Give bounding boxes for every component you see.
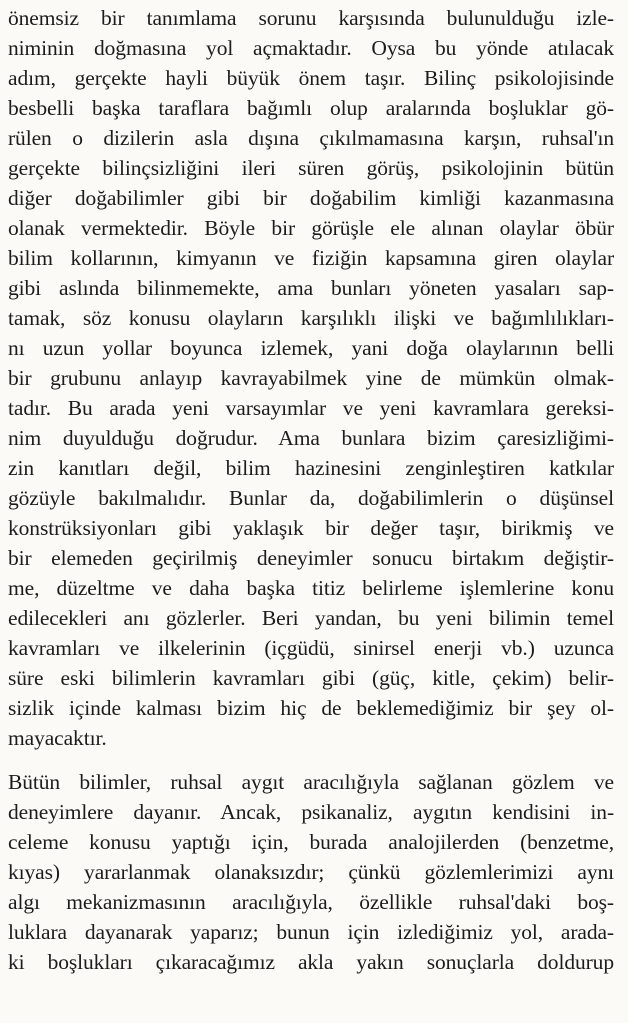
text-line: gibi aslında bilinmemekte, ama bunları yöneten yasaları sap- bbox=[8, 276, 614, 300]
text-line: niminin doğmasına yol açmaktadır. Oysa bu yönde atılacak bbox=[8, 36, 614, 60]
text-line: Bütün bilimler, ruhsal aygıt aracılığıyla sağlanan gözlem ve bbox=[8, 770, 614, 794]
text-line: edilecekleri anı gözlerler. Beri yandan, bu yeni bilimin temel bbox=[8, 606, 614, 630]
text-line: rülen o dizilerin asla dışına çıkılmamasına karşın, ruhsal'ın bbox=[8, 126, 614, 150]
text-line: nı uzun yollar boyunca izlemek, yani doğa olaylarının belli bbox=[8, 336, 614, 360]
paragraph-1 bbox=[8, 3, 614, 753]
text-line: gerçekte bilinçsizliğini ileri süren görüş, psikolojinin bütün bbox=[8, 156, 614, 180]
text-line: bilim kollarının, kimyanın ve fiziğin kapsamına giren olaylar bbox=[8, 246, 614, 270]
text-line: kavramları ve ilkelerinin (içgüdü, sinirsel enerji vb.) uzunca bbox=[8, 636, 614, 660]
text-line: adım, gerçekte hayli büyük önem taşır. Bilinç psikolojisinde bbox=[8, 66, 614, 90]
text-line: nim duyulduğu doğrudur. Ama bunlara bizim çaresizliğimi- bbox=[8, 426, 614, 450]
text-line: ki boşlukları çıkaracağımız akla yakın sonuçlarla doldurup bbox=[8, 950, 614, 974]
paragraph-2 bbox=[8, 767, 614, 977]
text-line: deneyimlere dayanır. Ancak, psikanaliz, aygıtın kendisini in- bbox=[8, 800, 614, 824]
text-line: besbelli başka taraflara bağımlı olup aralarında boşluklar gö- bbox=[8, 96, 614, 120]
paragraph-spacer bbox=[8, 753, 614, 767]
text-line: me, düzeltme ve daha başka titiz belirleme işlemlerine konu bbox=[8, 576, 614, 600]
text-line: gözüyle bakılmalıdır. Bunlar da, doğabilimlerin o düşünsel bbox=[8, 486, 614, 510]
text-line: diğer doğabilimler gibi bir doğabilim kimliği kazanmasına bbox=[8, 186, 614, 210]
text-line: bir elemeden geçirilmiş deneyimler sonucu birtakım değiştir- bbox=[8, 546, 614, 570]
text-line: mayacaktır. bbox=[8, 726, 107, 750]
text-line: luklara dayanarak yaparız; bunun için izlediğimiz yol, arada- bbox=[8, 920, 614, 944]
text-line: sizlik içinde kalması bizim hiç de beklemediğimiz bir şey ol- bbox=[8, 696, 614, 720]
text-line: konstrüksiyonları gibi yaklaşık bir değer taşır, birikmiş ve bbox=[8, 516, 614, 540]
text-line: bir grubunu anlayıp kavrayabilmek yine de mümkün olmak- bbox=[8, 366, 614, 390]
text-line: önemsiz bir tanımlama sorunu karşısında bulunulduğu izle- bbox=[8, 6, 614, 30]
text-line: kıyas) yararlanmak olanaksızdır; çünkü gözlemlerimizi aynı bbox=[8, 860, 614, 884]
text-line: tamak, söz konusu olayların karşılıklı ilişki ve bağımlılıkları- bbox=[8, 306, 614, 330]
text-line: süre eski bilimlerin kavramları gibi (güç, kitle, çekim) belir- bbox=[8, 666, 614, 690]
text-line: tadır. Bu arada yeni varsayımlar ve yeni kavramlara gereksi- bbox=[8, 396, 614, 420]
book-page bbox=[8, 0, 614, 977]
text-line: algı mekanizmasının aracılığıyla, özellikle ruhsal'daki boş- bbox=[8, 890, 614, 914]
text-line: celeme konusu yaptığı için, burada analojilerden (benzetme, bbox=[8, 830, 614, 854]
text-line: zin kanıtları değil, bilim hazinesini zenginleştiren katkılar bbox=[8, 456, 614, 480]
text-line: olanak vermektedir. Böyle bir görüşle ele alınan olaylar öbür bbox=[8, 216, 614, 240]
